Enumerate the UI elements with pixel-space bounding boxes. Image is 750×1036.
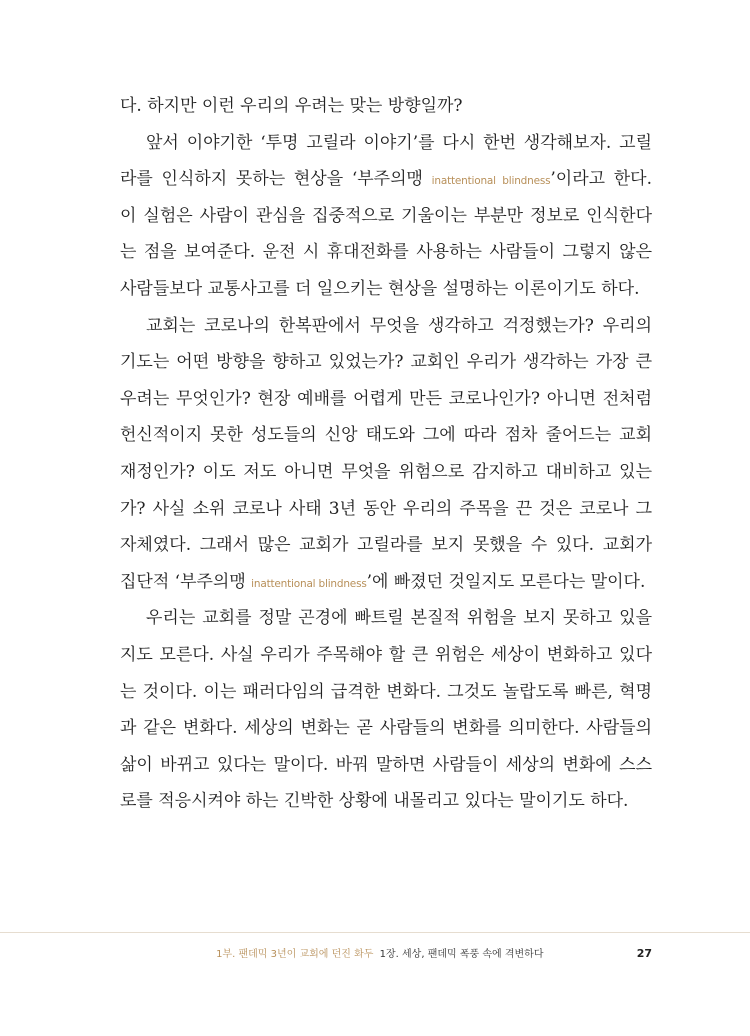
body-line: 기도는 어떤 방향을 향하고 있었는가? 교회인 우리가 생각하는 가장 큰 (120, 352, 652, 373)
page-number: 27 (636, 947, 652, 960)
body-text: ’이라고 한다. (550, 169, 653, 190)
footer-part-title: 1부. 팬데믹 3년이 교회에 던진 화두 (216, 949, 374, 960)
body-line: 헌신적이지 못한 성도들의 신앙 태도와 그에 따라 점차 줄어드는 교회 (120, 425, 652, 446)
body-text: 라를 인식하지 못하는 현상을 ‘부주의맹 (120, 169, 423, 190)
body-text: 집단적 ‘부주의맹 (120, 571, 246, 592)
body-line: 과 같은 변화다. 세상의 변화는 곧 사람들의 변화를 의미한다. 사람들의 (120, 718, 652, 739)
english-term: inattentional blindness (431, 175, 551, 188)
footer-divider (0, 932, 750, 933)
running-footer (0, 945, 652, 960)
body-line: 우리는 교회를 정말 곤경에 빠트릴 본질적 위험을 보지 못하고 있을 (146, 608, 652, 629)
body-line: 이 실험은 사람이 관심을 집중적으로 기울이는 부분만 정보로 인식한다 (120, 205, 652, 226)
body-line: 로를 적응시켜야 하는 긴박한 상황에 내몰리고 있다는 말이기도 하다. (120, 791, 629, 812)
body-line (120, 564, 652, 601)
body-line: 지도 모른다. 사실 우리가 주목해야 할 큰 위험은 세상이 변화하고 있다 (120, 644, 652, 665)
footer-chapter-title: 1장. 세상, 팬데믹 폭풍 속에 격변하다 (379, 949, 544, 960)
body-line: 재정인가? 이도 저도 아니면 무엇을 위험으로 감지하고 대비하고 있는 (120, 461, 652, 482)
body-line: 자체였다. 그래서 많은 교회가 고릴라를 보지 못했을 수 있다. 교회가 (120, 535, 652, 556)
body-line: 다. 하지만 이런 우리의 우려는 맞는 방향일까? (120, 96, 463, 116)
body-line: 앞서 이야기한 ‘투명 고릴라 이야기’를 다시 한번 생각해보자. 고릴 (146, 132, 652, 153)
body-line: 가? 사실 소위 코로나 사태 3년 동안 우리의 주목을 끈 것은 코로나 그 (120, 498, 652, 519)
body-line: 는 것이다. 이는 패러다임의 급격한 변화다. 그것도 놀랍도록 빠른, 혁명 (120, 681, 652, 702)
body-line: 는 점을 보여준다. 운전 시 휴대전화를 사용하는 사람들이 그렇지 않은 (120, 242, 652, 263)
body-line: 우려는 무엇인가? 현장 예배를 어렵게 만든 코로나인가? 아니면 전처럼 (120, 388, 652, 409)
body-line: 삶이 바뀌고 있다는 말이다. 바꿔 말하면 사람들이 세상의 변화에 스스 (120, 754, 652, 775)
body-line: 교회는 코로나의 한복판에서 무엇을 생각하고 걱정했는가? 우리의 (146, 315, 652, 336)
body-text: ’에 빠졌던 것일지도 모른다는 말이다. (366, 571, 646, 592)
english-term: inattentional blindness (251, 577, 367, 590)
page-body (120, 88, 652, 820)
body-line (120, 161, 652, 198)
body-line: 사람들보다 교통사고를 더 일으키는 현상을 설명하는 이론이기도 하다. (120, 278, 640, 299)
